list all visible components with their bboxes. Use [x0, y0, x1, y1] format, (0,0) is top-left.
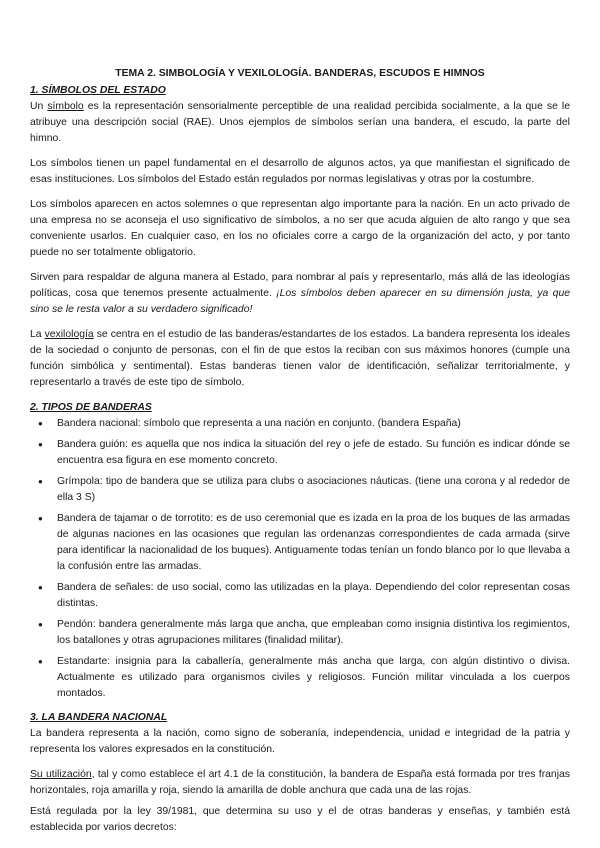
list-item: ● Bandera de tajamar o de torrotito: es de uso ceremonial que es izada en la proa de los buques de las armadas de algunas naciones en las ocasiones que regulan las ordenanzas correspondientes de cada armada (sirve para identificar la nacionalidad de los buques). Antiguamente todas tenían un fondo blanco por lo que llevaba a la confusión entre las armadas. [30, 511, 570, 575]
term-simbolo: símbolo [47, 101, 84, 112]
flag-types-list [30, 416, 570, 702]
list-item: ● Estandarte: insignia para la caballería, generalmente más ancha que larga, con algún distintivo o divisa. Actualmente es utilizado para organismos civiles y religiosos. Función militar vinculada a los cuerpos montados. [30, 654, 570, 702]
list-item: ● Grímpola: tipo de bandera que se utiliza para clubs o asociaciones náuticas. (tiene una corona y al rededor de ella 3 S) [30, 474, 570, 506]
section-heading-bandera-nacional: 3. LA BANDERA NACIONAL [30, 712, 168, 723]
term-su-utilizacion: Su utilización [30, 769, 92, 780]
paragraph-simbolo-definition [30, 99, 570, 147]
section-heading-simbolos: 1. SÍMBOLOS DEL ESTADO [30, 85, 166, 96]
section-heading-tipos: 2. TIPOS DE BANDERAS [30, 402, 152, 413]
text-run: Sirven para respaldar de alguna manera al Estado, para nombrar al país y representarlo, más allá de las ideologías políticas, cosa que tenemos presente actualmente. [30, 272, 570, 299]
italic-note: ¡Los símbolos deben aparecer en su dimensión justa, ya que sino se le resta valor a su verdadero significado! [30, 288, 570, 315]
paragraph-simbolos-actos: Los símbolos aparecen en actos solemnes o que representan algo importante para la nación. En un acto privado de una empresa no se aconseja el uso significativo de símbolos, a no ser que acuda alguien de alto rango y que sea conveniente usarlos. En cualquier caso, en los no oficiales corre a cargo de la organización del acto, y por tanto puede no ser totalmente obligatorio. [30, 199, 570, 258]
list-item: ● Pendón: bandera generalmente más larga que ancha, que empleaban como insignia distintiva los regimientos, los batallones y otras agrupaciones militares (finalidad militar). [30, 617, 570, 649]
list-item: ● Bandera nacional: símbolo que representa a una nación en conjunto. (bandera España) [30, 416, 570, 432]
text-run: , tal y como establece el art 4.1 de la constitución, la bandera de España está formada por tres franjas horizontales, roja amarilla y roja, siendo la amarilla de doble anchura que cada una de las rojas. [30, 769, 570, 796]
paragraph-utilizacion [30, 767, 570, 799]
text-run: es la representación sensorialmente perceptible de una realidad percibida socialmente, a la que se le atribuye una descripción social (RAE). Unos ejemplos de símbolos serían una bandera, el escudo, la parte del himno. [30, 101, 570, 144]
paragraph-simbolos-papel: Los símbolos tienen un papel fundamental en el desarrollo de algunos actos, ya que manifiestan el significado de esas instituciones. Los símbolos del Estado están regulados por normas legislativas y otras por la costumbre. [30, 158, 570, 185]
list-item: ● Bandera de señales: de uso social, como las utilizadas en la playa. Dependiendo del color representan cosas distintas. [30, 580, 570, 612]
list-item: ● Bandera guión: es aquella que nos indica la situación del rey o jefe de estado. Su función es indicar dónde se encuentra esa figura en ese momento concreto. [30, 437, 570, 469]
paragraph-vexilologia [30, 327, 570, 391]
paragraph-bandera-representa: La bandera representa a la nación, como signo de soberanía, independencia, unidad e integridad de la patria y representa los valores expresados en la constitución. [30, 728, 570, 755]
term-vexilologia: vexilología [44, 329, 94, 340]
text-run: Un [30, 101, 48, 112]
paragraph-regulacion: Está regulada por la ley 39/1981, que determina su uso y el de otras banderas y enseñas, y también está establecida por varios decretos: [30, 806, 570, 833]
document-title: TEMA 2. SIMBOLOGÍA Y VEXILOLOGÍA. BANDERAS, ESCUDOS E HIMNOS [115, 68, 485, 79]
text-run: La [30, 329, 45, 340]
text-run: se centra en el estudio de las banderas/estandartes de los estados. La bandera representa los ideales de la sociedad o conjunto de personas, con el fin de que estos la reciban con sus máximos honores (cumple una función simbólica y sentimental). Estas banderas tienen valor de identificación, señalizar territorialmente, y representarlo a través de este tipo de símbolo. [30, 329, 570, 388]
paragraph-simbolos-estado [30, 270, 570, 318]
